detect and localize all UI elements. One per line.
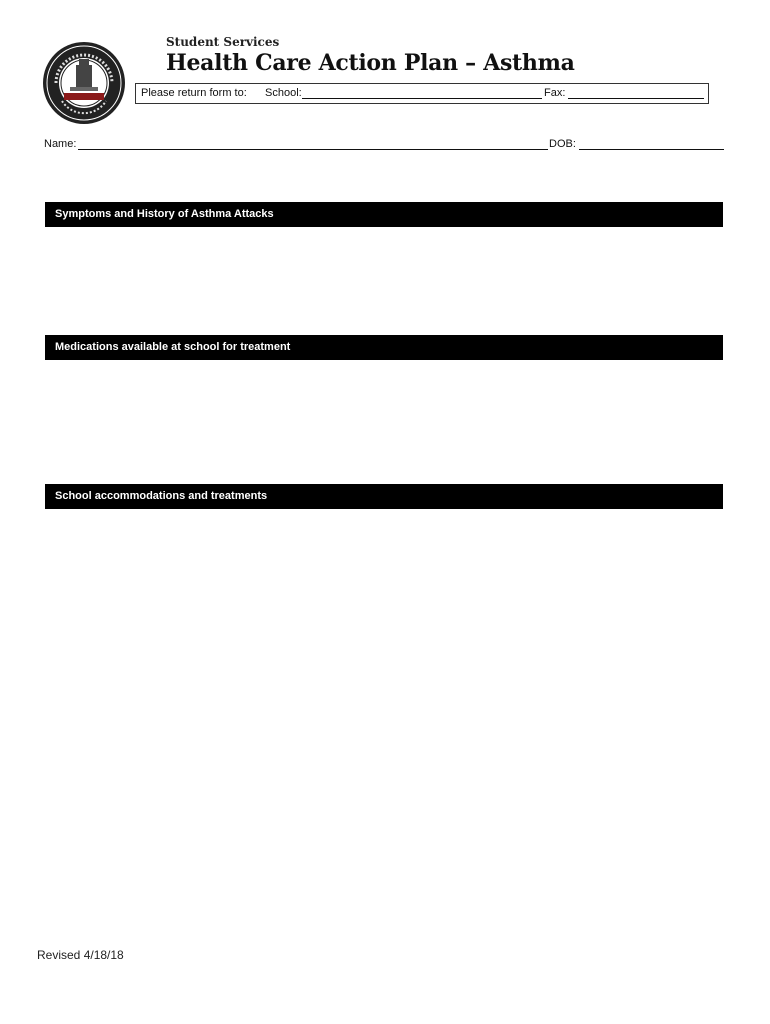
section-medications: Medications available at school for treatment bbox=[45, 335, 723, 360]
name-label: Name: bbox=[44, 138, 77, 150]
revised-date: Revised 4/18/18 bbox=[37, 948, 124, 962]
school-field[interactable] bbox=[302, 86, 542, 99]
dob-field[interactable] bbox=[579, 137, 724, 150]
fax-label: Fax: bbox=[544, 87, 566, 99]
student-info-row bbox=[44, 137, 724, 153]
dob-label: DOB: bbox=[549, 138, 576, 150]
fax-field[interactable] bbox=[568, 86, 704, 99]
department-label: Student Services bbox=[166, 35, 280, 49]
return-form-box bbox=[135, 83, 709, 104]
name-field[interactable] bbox=[78, 137, 548, 150]
form-title: Health Care Action Plan – Asthma bbox=[166, 50, 575, 76]
school-label: School: bbox=[265, 87, 302, 99]
section-symptoms-history: Symptoms and History of Asthma Attacks bbox=[45, 202, 723, 227]
district-seal-logo bbox=[42, 41, 126, 125]
return-form-label: Please return form to: bbox=[141, 87, 247, 99]
section-accommodations: School accommodations and treatments bbox=[45, 484, 723, 509]
